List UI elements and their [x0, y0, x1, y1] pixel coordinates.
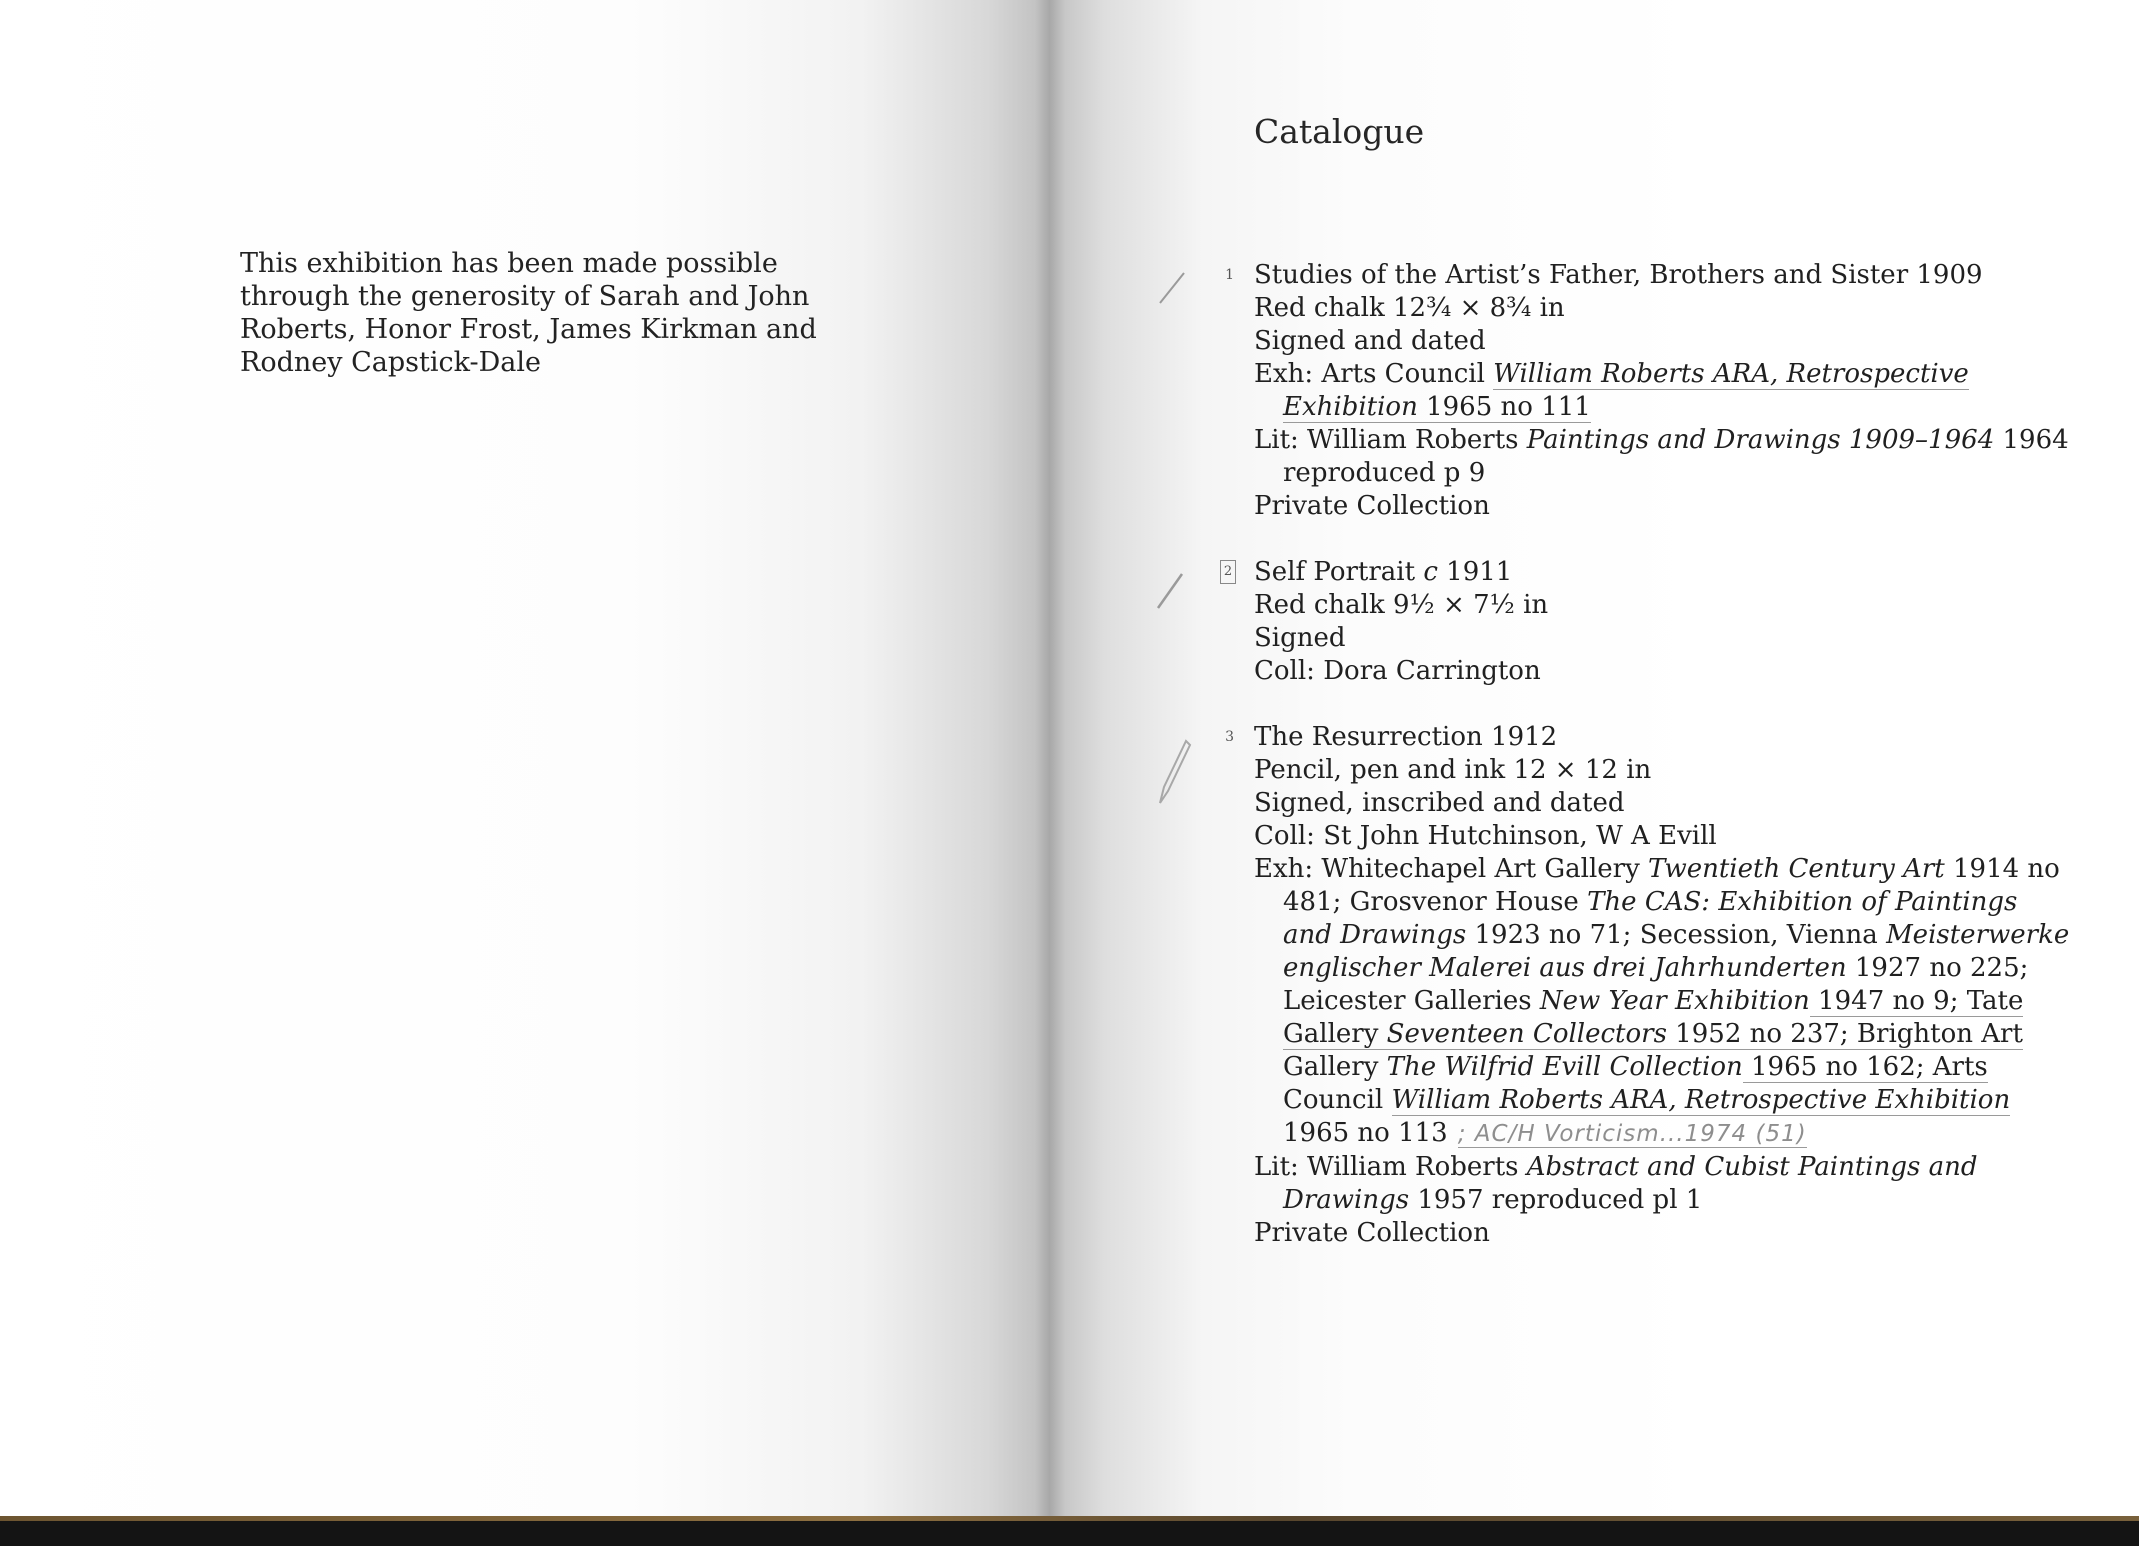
text-run: 1957 reproduced pl 1 [1409, 1185, 1703, 1215]
scanner-bottom-edge [0, 1516, 2139, 1546]
text-run: The CAS: Exhibition of Paintings [1587, 887, 2018, 917]
pencil-sketch-icon [1154, 729, 1194, 809]
text-run: 1952 no 237; Brighton Art [1666, 1019, 2023, 1049]
text-run: Drawings [1283, 1185, 1410, 1215]
catalogue-entry-3 [1225, 721, 2070, 1250]
text-run: Exh: Arts Council [1254, 359, 1494, 389]
entry-signed: Signed, inscribed and dated [1254, 788, 1625, 818]
text-run: Leicester Galleries [1283, 986, 1540, 1016]
pencil-tick-icon [1154, 267, 1194, 307]
entry-exhibition-cont [1254, 1018, 2023, 1051]
text-run: c [1423, 557, 1438, 587]
entry-collection: Coll: St John Hutchinson, W A Evill [1254, 821, 1717, 851]
text-run: Lit: William Roberts [1254, 425, 1527, 455]
text-run: 1965 no 162; Arts [1742, 1052, 1988, 1082]
text-run: Twentieth Century Art [1648, 854, 1945, 884]
entry-exhibition-cont [1254, 1051, 2014, 1084]
entry-signed: Signed [1254, 623, 1346, 653]
entry-number: 2 [1220, 560, 1236, 584]
catalogue-title: Catalogue [1254, 112, 1425, 151]
entry-exhibition-cont [1254, 886, 2018, 919]
entry-medium: Red chalk 9½ × 7½ in [1254, 590, 1549, 620]
text-run: 1914 no [1944, 854, 2060, 884]
text-run: Lit: William Roberts [1254, 1152, 1527, 1182]
entry-title: The Resurrection 1912 [1254, 722, 1558, 752]
text-run: 1964 [1994, 425, 2069, 455]
text-run: Seventeen Collectors [1386, 1019, 1667, 1049]
entry-signed: Signed and dated [1254, 326, 1486, 356]
entry-literature-cont: reproduced p 9 [1283, 458, 1486, 488]
text-run: 1923 no 71; Secession, Vienna [1466, 920, 1887, 950]
text-run: 1911 [1437, 557, 1513, 587]
entry-medium: Red chalk 12¾ × 8¾ in [1254, 293, 1565, 323]
text-run: and Drawings [1283, 920, 1467, 950]
credits-text: This exhibition has been made possible through the generosity of Sarah and John Roberts, Honor Frost, James Kirkman and Rodney Capstick-Dale [240, 248, 817, 378]
cover-edge-stripe [0, 1516, 2139, 1521]
text-run: 1965 no 111 [1417, 392, 1591, 422]
entry-exhibition [1254, 358, 2014, 391]
entry-exhibition-cont [1254, 391, 2014, 424]
handwritten-annotation: ; AC/H Vorticism...1974 (51) [1457, 1121, 1807, 1147]
entry-literature [1254, 424, 2069, 457]
entry-literature-cont [1254, 1184, 2014, 1217]
text-run: Gallery [1283, 1052, 1387, 1082]
text-run: William Roberts ARA, Retrospective Exhibition [1391, 1085, 2011, 1115]
text-run: Council [1283, 1085, 1392, 1115]
text-run: New Year Exhibition [1539, 986, 1810, 1016]
text-run: William Roberts ARA, Retrospective [1493, 359, 1969, 389]
entry-owner: Private Collection [1254, 491, 1490, 521]
text-run: Exh: Whitechapel Art Gallery [1254, 854, 1649, 884]
entry-number: 1 [1225, 267, 1234, 283]
entry-exhibition-cont [1254, 919, 2070, 952]
entry-medium: Pencil, pen and ink 12 × 12 in [1254, 755, 1652, 785]
entry-number: 3 [1225, 729, 1234, 745]
pencil-tick-icon [1154, 564, 1194, 614]
text-run: Meisterwerke [1886, 920, 2070, 950]
text-run: englischer Malerei aus drei Jahrhunderten [1283, 953, 1847, 983]
text-run: 1927 no 225; [1846, 953, 2029, 983]
entry-literature [1254, 1151, 2014, 1184]
entry-title [1254, 556, 2014, 589]
text-run: Paintings and Drawings 1909–1964 [1526, 425, 1995, 455]
entry-exhibition-cont [1254, 1084, 2014, 1117]
entry-exhibition [1254, 853, 2060, 886]
text-run: Self Portrait [1254, 557, 1424, 587]
left-page [0, 0, 1050, 1516]
entry-exhibition-cont [1254, 952, 2029, 985]
text-run: Abstract and Cubist Paintings and [1526, 1152, 1978, 1182]
text-run: 481; Grosvenor House [1283, 887, 1588, 917]
text-run: Exhibition [1283, 392, 1418, 422]
book-gutter-shadow [1035, 0, 1065, 1516]
entry-title: Studies of the Artist’s Father, Brothers and Sister 1909 [1254, 260, 1983, 290]
entry-exhibition-cont [1254, 1117, 2014, 1151]
entry-owner: Private Collection [1254, 1218, 1490, 1248]
catalogue-entry-1 [1225, 259, 2069, 523]
entry-exhibition-cont [1254, 985, 2024, 1018]
text-run: 1965 no 113 [1283, 1118, 1448, 1148]
catalogue-section [1223, 112, 2070, 1283]
entry-collection: Coll: Dora Carrington [1254, 656, 1541, 686]
text-run: The Wilfrid Evill Collection [1386, 1052, 1743, 1082]
sponsor-credits [240, 247, 850, 379]
text-run: 1947 no 9; Tate [1809, 986, 2024, 1016]
text-run: Gallery [1283, 1019, 1387, 1049]
catalogue-entry-2 [1223, 556, 2014, 688]
